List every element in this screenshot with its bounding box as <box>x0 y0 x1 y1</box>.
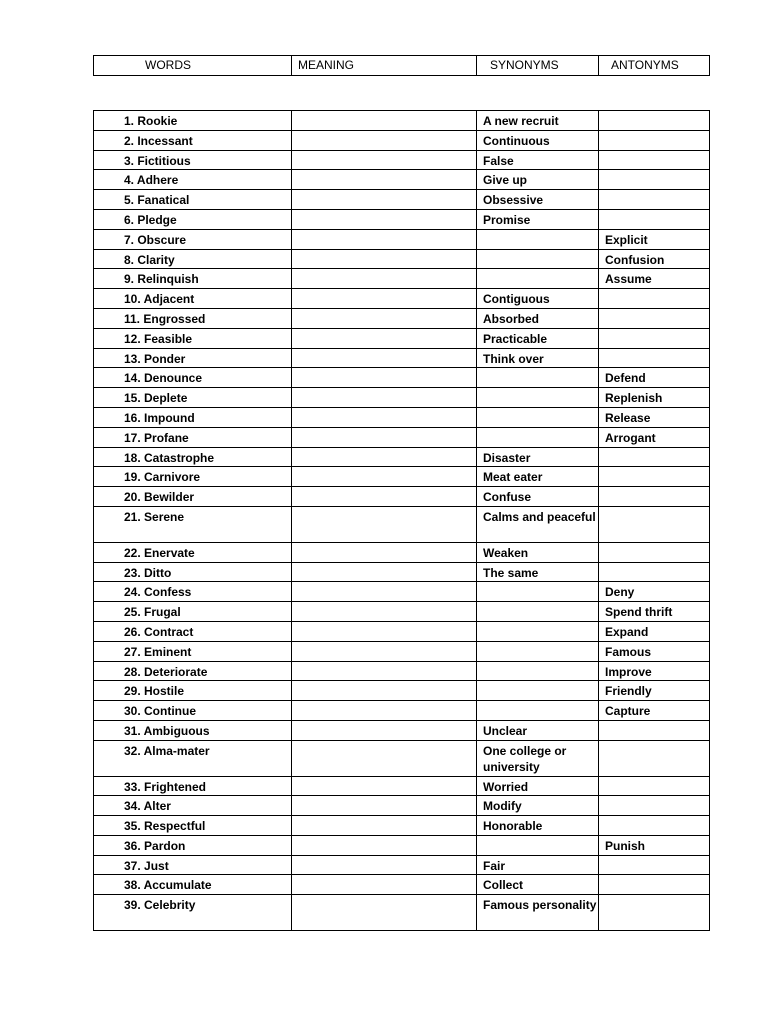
vocabulary-table-body <box>94 111 710 931</box>
word-cell: 18. Catastrophe <box>94 447 292 467</box>
antonym-cell <box>599 308 710 328</box>
synonym-cell <box>477 602 599 622</box>
word-cell: 19. Carnivore <box>94 467 292 487</box>
antonym-cell <box>599 720 710 740</box>
table-row <box>94 855 710 875</box>
synonym-cell: Think over <box>477 348 599 368</box>
antonym-cell: Famous <box>599 641 710 661</box>
word-cell: 1. Rookie <box>94 111 292 131</box>
word-cell: 6. Pledge <box>94 209 292 229</box>
synonym-cell: Worried <box>477 776 599 796</box>
antonym-cell: Confusion <box>599 249 710 269</box>
word-cell: 2. Incessant <box>94 130 292 150</box>
synonym-cell <box>477 835 599 855</box>
meaning-cell <box>292 602 477 622</box>
word-cell: 33. Frightened <box>94 776 292 796</box>
antonym-cell: Deny <box>599 582 710 602</box>
word-cell: 24. Confess <box>94 582 292 602</box>
meaning-cell <box>292 229 477 249</box>
table-row <box>94 740 710 776</box>
table-row <box>94 249 710 269</box>
table-row <box>94 328 710 348</box>
words-header: WORDS <box>94 56 292 76</box>
table-row <box>94 875 710 895</box>
antonym-cell: Arrogant <box>599 427 710 447</box>
meaning-cell <box>292 427 477 447</box>
synonyms-header: SYNONYMS <box>477 56 599 76</box>
synonym-cell: Give up <box>477 170 599 190</box>
antonym-cell <box>599 855 710 875</box>
antonym-cell <box>599 875 710 895</box>
antonym-cell <box>599 209 710 229</box>
meaning-cell <box>292 150 477 170</box>
synonym-cell <box>477 368 599 388</box>
word-cell: 7. Obscure <box>94 229 292 249</box>
synonym-cell: The same <box>477 562 599 582</box>
antonym-cell: Defend <box>599 368 710 388</box>
meaning-header: MEANING <box>292 56 477 76</box>
table-row <box>94 229 710 249</box>
meaning-cell <box>292 875 477 895</box>
word-cell: 15. Deplete <box>94 388 292 408</box>
word-cell: 23. Ditto <box>94 562 292 582</box>
table-row <box>94 895 710 931</box>
word-cell: 28. Deteriorate <box>94 661 292 681</box>
table-row <box>94 720 710 740</box>
table-row <box>94 209 710 229</box>
antonym-cell <box>599 542 710 562</box>
synonym-cell <box>477 427 599 447</box>
word-cell: 13. Ponder <box>94 348 292 368</box>
word-cell: 8. Clarity <box>94 249 292 269</box>
table-row <box>94 308 710 328</box>
antonym-cell <box>599 348 710 368</box>
antonym-cell <box>599 447 710 467</box>
meaning-cell <box>292 130 477 150</box>
antonym-cell <box>599 130 710 150</box>
antonym-cell: Expand <box>599 621 710 641</box>
synonym-cell: Absorbed <box>477 308 599 328</box>
synonym-cell: Promise <box>477 209 599 229</box>
table-row <box>94 661 710 681</box>
meaning-cell <box>292 835 477 855</box>
table-row <box>94 427 710 447</box>
meaning-cell <box>292 855 477 875</box>
meaning-cell <box>292 249 477 269</box>
antonym-cell: Improve <box>599 661 710 681</box>
word-cell: 35. Respectful <box>94 816 292 836</box>
word-cell: 16. Impound <box>94 407 292 427</box>
antonym-cell: Release <box>599 407 710 427</box>
synonym-cell <box>477 388 599 408</box>
synonym-cell: Unclear <box>477 720 599 740</box>
table-row <box>94 388 710 408</box>
synonym-cell: Meat eater <box>477 467 599 487</box>
synonym-cell <box>477 641 599 661</box>
antonym-cell <box>599 190 710 210</box>
word-cell: 34. Alter <box>94 796 292 816</box>
antonym-cell <box>599 150 710 170</box>
synonym-cell: Collect <box>477 875 599 895</box>
table-row <box>94 368 710 388</box>
table-row <box>94 562 710 582</box>
meaning-cell <box>292 209 477 229</box>
meaning-cell <box>292 740 477 776</box>
table-row <box>94 602 710 622</box>
synonym-cell <box>477 249 599 269</box>
table-row <box>94 621 710 641</box>
synonym-cell: Confuse <box>477 487 599 507</box>
meaning-cell <box>292 701 477 721</box>
antonyms-header: ANTONYMS <box>599 56 710 76</box>
synonym-cell: Continuous <box>477 130 599 150</box>
meaning-cell <box>292 308 477 328</box>
table-row <box>94 776 710 796</box>
synonym-cell: Contiguous <box>477 289 599 309</box>
meaning-cell <box>292 776 477 796</box>
word-cell: 14. Denounce <box>94 368 292 388</box>
table-row <box>94 816 710 836</box>
synonym-cell <box>477 269 599 289</box>
antonym-cell <box>599 467 710 487</box>
antonym-cell <box>599 776 710 796</box>
antonym-cell <box>599 170 710 190</box>
word-cell: 36. Pardon <box>94 835 292 855</box>
meaning-cell <box>292 681 477 701</box>
meaning-cell <box>292 506 477 542</box>
synonym-cell: Fair <box>477 855 599 875</box>
antonym-cell: Punish <box>599 835 710 855</box>
antonym-cell <box>599 487 710 507</box>
word-cell: 22. Enervate <box>94 542 292 562</box>
table-row <box>94 190 710 210</box>
table-row <box>94 582 710 602</box>
table-row <box>94 447 710 467</box>
antonym-cell <box>599 562 710 582</box>
synonym-cell: Modify <box>477 796 599 816</box>
meaning-cell <box>292 487 477 507</box>
synonym-cell <box>477 407 599 427</box>
table-row <box>94 701 710 721</box>
meaning-cell <box>292 388 477 408</box>
word-cell: 37. Just <box>94 855 292 875</box>
meaning-cell <box>292 467 477 487</box>
column-header-table <box>93 55 710 76</box>
synonym-cell: One college or university <box>477 740 599 776</box>
meaning-cell <box>292 562 477 582</box>
meaning-cell <box>292 661 477 681</box>
meaning-cell <box>292 720 477 740</box>
synonym-cell: Weaken <box>477 542 599 562</box>
table-row <box>94 835 710 855</box>
word-cell: 31. Ambiguous <box>94 720 292 740</box>
word-cell: 10. Adjacent <box>94 289 292 309</box>
antonym-cell <box>599 111 710 131</box>
table-row <box>94 467 710 487</box>
antonym-cell <box>599 796 710 816</box>
antonym-cell <box>599 740 710 776</box>
synonym-cell: Famous personality <box>477 895 599 931</box>
meaning-cell <box>292 542 477 562</box>
antonym-cell <box>599 289 710 309</box>
synonym-cell <box>477 229 599 249</box>
synonym-cell <box>477 582 599 602</box>
meaning-cell <box>292 816 477 836</box>
word-cell: 27. Eminent <box>94 641 292 661</box>
word-cell: 29. Hostile <box>94 681 292 701</box>
table-row <box>94 289 710 309</box>
synonym-cell: Disaster <box>477 447 599 467</box>
word-cell: 4. Adhere <box>94 170 292 190</box>
meaning-cell <box>292 190 477 210</box>
antonym-cell <box>599 328 710 348</box>
word-cell: 3. Fictitious <box>94 150 292 170</box>
synonym-cell: False <box>477 150 599 170</box>
table-row <box>94 348 710 368</box>
antonym-cell: Spend thrift <box>599 602 710 622</box>
table-row <box>94 641 710 661</box>
antonym-cell: Capture <box>599 701 710 721</box>
synonym-cell: Calms and peaceful <box>477 506 599 542</box>
meaning-cell <box>292 895 477 931</box>
word-cell: 5. Fanatical <box>94 190 292 210</box>
vocabulary-table <box>93 110 710 931</box>
meaning-cell <box>292 641 477 661</box>
antonym-cell <box>599 506 710 542</box>
table-row <box>94 796 710 816</box>
word-cell: 26. Contract <box>94 621 292 641</box>
table-row <box>94 130 710 150</box>
meaning-cell <box>292 582 477 602</box>
word-cell: 30. Continue <box>94 701 292 721</box>
word-cell: 20. Bewilder <box>94 487 292 507</box>
word-cell: 9. Relinquish <box>94 269 292 289</box>
column-header-row <box>94 56 710 76</box>
antonym-cell: Assume <box>599 269 710 289</box>
table-row <box>94 681 710 701</box>
synonym-cell: Practicable <box>477 328 599 348</box>
meaning-cell <box>292 368 477 388</box>
synonym-cell: A new recruit <box>477 111 599 131</box>
table-row <box>94 506 710 542</box>
meaning-cell <box>292 328 477 348</box>
meaning-cell <box>292 289 477 309</box>
word-cell: 32. Alma-mater <box>94 740 292 776</box>
meaning-cell <box>292 111 477 131</box>
table-row <box>94 150 710 170</box>
meaning-cell <box>292 269 477 289</box>
meaning-cell <box>292 796 477 816</box>
table-row <box>94 170 710 190</box>
word-cell: 12. Feasible <box>94 328 292 348</box>
meaning-cell <box>292 170 477 190</box>
meaning-cell <box>292 348 477 368</box>
antonym-cell <box>599 816 710 836</box>
antonym-cell: Replenish <box>599 388 710 408</box>
table-row <box>94 407 710 427</box>
word-cell: 11. Engrossed <box>94 308 292 328</box>
antonym-cell: Explicit <box>599 229 710 249</box>
word-cell: 17. Profane <box>94 427 292 447</box>
table-row <box>94 487 710 507</box>
synonym-cell <box>477 681 599 701</box>
synonym-cell: Obsessive <box>477 190 599 210</box>
meaning-cell <box>292 407 477 427</box>
synonym-cell: Honorable <box>477 816 599 836</box>
word-cell: 38. Accumulate <box>94 875 292 895</box>
synonym-cell <box>477 701 599 721</box>
synonym-cell <box>477 661 599 681</box>
table-row <box>94 111 710 131</box>
word-cell: 39. Celebrity <box>94 895 292 931</box>
meaning-cell <box>292 447 477 467</box>
word-cell: 21. Serene <box>94 506 292 542</box>
synonym-cell <box>477 621 599 641</box>
meaning-cell <box>292 621 477 641</box>
word-cell: 25. Frugal <box>94 602 292 622</box>
antonym-cell: Friendly <box>599 681 710 701</box>
table-row <box>94 269 710 289</box>
antonym-cell <box>599 895 710 931</box>
table-row <box>94 542 710 562</box>
